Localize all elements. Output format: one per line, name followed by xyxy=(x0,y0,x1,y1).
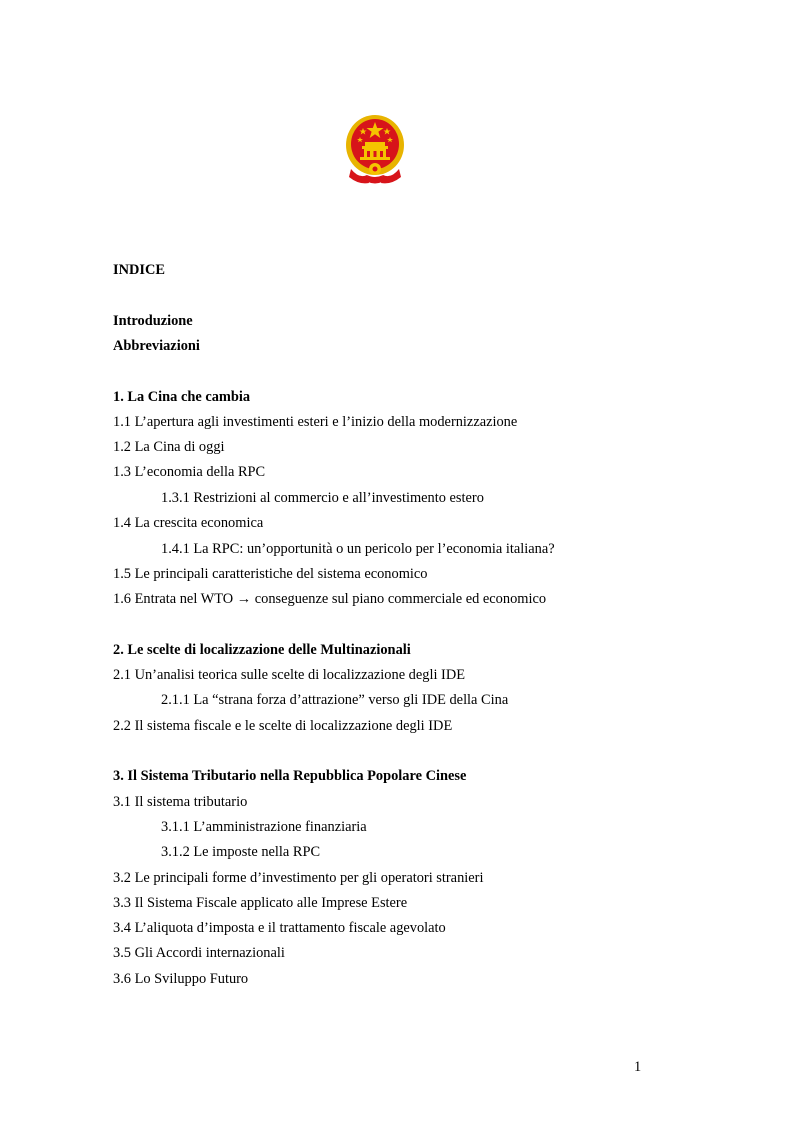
toc-subentry: 1.4.1 La RPC: un’opportunità o un pericolo per l’economia italiana? xyxy=(161,541,555,557)
toc-entry: 2.2 Il sistema fiscale e le scelte di localizzazione degli IDE xyxy=(113,718,453,734)
national-emblem-icon xyxy=(345,113,405,187)
toc-chapter: Introduzione xyxy=(113,313,193,329)
toc-subentry: 2.1.1 La “strana forza d’attrazione” verso gli IDE della Cina xyxy=(161,692,509,708)
toc-entry: 1.5 Le principali caratteristiche del sistema economico xyxy=(113,566,428,582)
toc-chapter: 2. Le scelte di localizzazione delle Multinazionali xyxy=(113,642,411,658)
toc-entry: 1.4 La crescita economica xyxy=(113,515,264,531)
toc-entry: 1.1 L’apertura agli investimenti esteri e l’inizio della modernizzazione xyxy=(113,414,518,430)
toc-chapter: 1. La Cina che cambia xyxy=(113,389,251,405)
toc-entry: 1.3 L’economia della RPC xyxy=(113,464,266,480)
toc-subentry: 3.1.1 L’amministrazione finanziaria xyxy=(161,819,367,835)
toc-entry: 1.6 Entrata nel WTO → conseguenze sul piano commerciale ed economico xyxy=(113,591,547,607)
toc-chapter: Abbreviazioni xyxy=(113,338,200,354)
page-number: 1 xyxy=(634,1059,642,1075)
toc-entry: 1.2 La Cina di oggi xyxy=(113,439,225,455)
toc-chapter: 3. Il Sistema Tributario nella Repubblica Popolare Cinese xyxy=(113,768,467,784)
toc-entry: 3.1 Il sistema tributario xyxy=(113,794,248,810)
toc-entry: 3.6 Lo Sviluppo Futuro xyxy=(113,971,249,987)
toc-entry: 3.4 L’aliquota d’imposta e il trattamento fiscale agevolato xyxy=(113,920,446,936)
toc-entry: 3.3 Il Sistema Fiscale applicato alle Imprese Estere xyxy=(113,895,408,911)
toc-entry: 3.5 Gli Accordi internazionali xyxy=(113,945,285,961)
toc-subentry: 1.3.1 Restrizioni al commercio e all’investimento estero xyxy=(161,490,484,506)
toc-entry: 2.1 Un’analisi teorica sulle scelte di localizzazione degli IDE xyxy=(113,667,466,683)
toc-heading: INDICE xyxy=(113,262,165,278)
toc-entry: 3.2 Le principali forme d’investimento per gli operatori stranieri xyxy=(113,870,484,886)
toc-subentry: 3.1.2 Le imposte nella RPC xyxy=(161,844,321,860)
